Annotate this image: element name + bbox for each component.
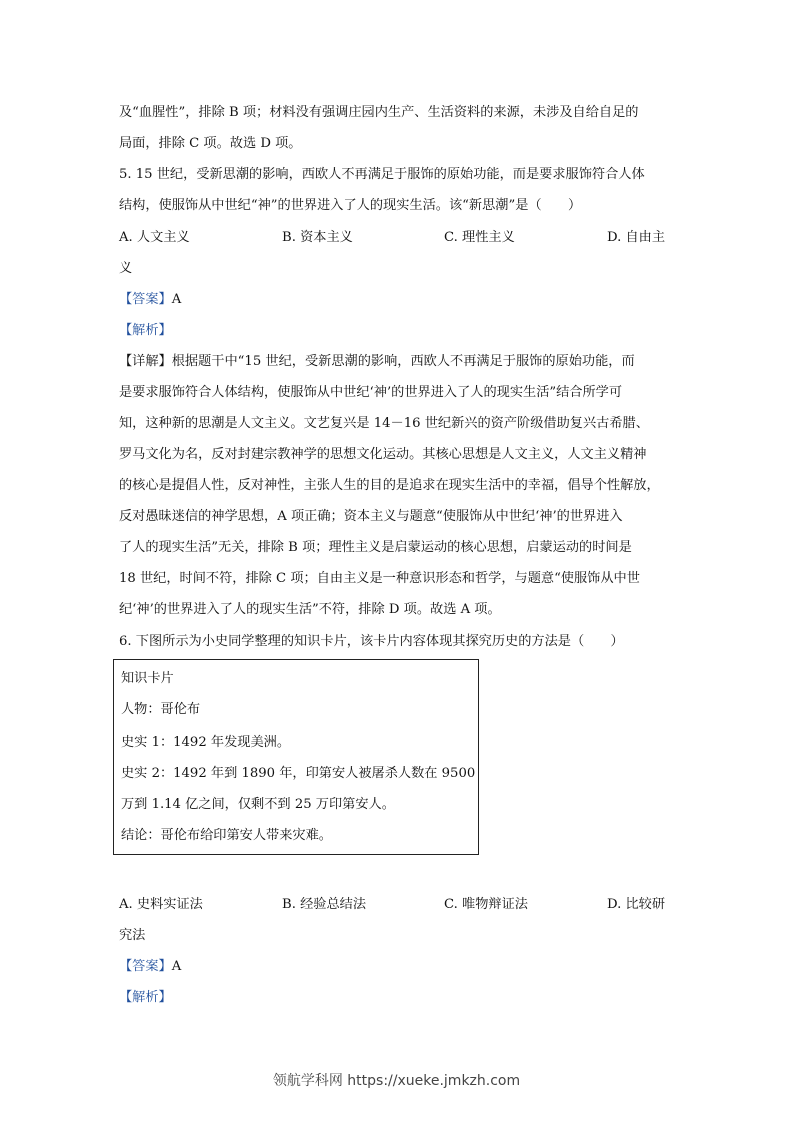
q5-option-c: C. 理性主义 <box>444 230 515 245</box>
q5-answer <box>119 290 181 310</box>
q5-detail-line: 了人的现实生活”无关，排除 B 项；理性主义是启蒙运动的核心思想，启蒙运动的时间是 <box>119 540 632 555</box>
card-title: 知识卡片 <box>121 671 174 686</box>
q5-option-wrap: 义 <box>119 261 133 276</box>
q5-detail-line: 是要求服饰符合人体结构，使服饰从中世纪‘神’的世界进入了人的现实生活”结合所学可 <box>119 385 623 400</box>
q5-option-b: B. 资本主义 <box>282 230 353 245</box>
q5-option-d: D. 自由主 <box>607 230 666 245</box>
card-line: 史实 1：1492 年发现美洲。 <box>121 735 291 750</box>
q6-option-c: C. 唯物辩证法 <box>444 897 528 912</box>
q6-answer <box>119 957 181 977</box>
q5-analysis-heading <box>119 321 172 341</box>
q5-option-a: A. 人文主义 <box>119 230 190 245</box>
question-5-stem: 5. 15 世纪，受新思潮的影响，西欧人不再满足于服饰的原始功能，而是要求服饰符合人体 <box>119 167 645 182</box>
q5-detail-line: 反对愚昧迷信的神学思想，A 项正确；资本主义与题意“使服饰从中世纪‘神’的世界进入 <box>119 509 623 524</box>
q6-option-d: D. 比较研 <box>607 897 666 912</box>
q5-detail-line <box>119 352 635 372</box>
question-5-stem: 结构，使服饰从中世纪“神”的世界进入了人的现实生活。该“新思潮”是（ ） <box>119 198 582 213</box>
q6-option-wrap: 究法 <box>119 928 146 943</box>
q6-analysis-heading <box>119 988 172 1008</box>
knowledge-card <box>113 659 479 855</box>
page-footer: 领航学科网 https://xueke.jmkzh.com <box>272 1073 521 1089</box>
q5-detail-line: 18 世纪，时间不符，排除 C 项；自由主义是一种意识形态和哲学，与题意“使服饰从中世 <box>119 571 640 586</box>
answer-value: A <box>171 959 182 974</box>
card-line: 人物：哥伦布 <box>121 702 201 717</box>
card-line: 结论：哥伦布给印第安人带来灾难。 <box>121 828 332 843</box>
question-6-stem: 6. 下图所示为小史同学整理的知识卡片，该卡片内容体现其探究历史的方法是（ ） <box>119 634 624 649</box>
answer-tag: 【答案】 <box>119 292 172 307</box>
q6-option-a: A. 史料实证法 <box>119 897 203 912</box>
analysis-tag: 【解析】 <box>119 323 172 338</box>
detail-text: 根据题干中“15 世纪，受新思潮的影响，西欧人不再满足于服饰的原始功能，而 <box>171 354 635 369</box>
card-line: 史实 2：1492 年到 1890 年，印第安人被屠杀人数在 9500 <box>121 766 476 781</box>
q5-detail-line: 知，这种新的思潮是人文主义。文艺复兴是 14－16 世纪新兴的资产阶级借助复兴古希腊、 <box>119 416 649 431</box>
q5-detail-line: 罗马文化为名，反对封建宗教神学的思想文化运动。其核心思想是人文主义，人文主义精神 <box>119 447 647 462</box>
q5-detail-line: 纪‘神’的世界进入了人的现实生活”不符，排除 D 项。故选 A 项。 <box>119 602 501 617</box>
text-line: 及“血腥性”，排除 B 项；材料没有强调庄园内生产、生活资料的来源，未涉及自给自足的 <box>119 105 639 120</box>
q5-detail-line: 的核心是提倡人性，反对神性，主张人生的目的是追求在现实生活中的幸福，倡导个性解放， <box>119 478 660 493</box>
card-line: 万到 1.14 亿之间，仅剩不到 25 万印第安人。 <box>121 797 395 812</box>
q6-option-b: B. 经验总结法 <box>282 897 367 912</box>
analysis-tag: 【解析】 <box>119 990 172 1005</box>
answer-tag: 【答案】 <box>119 959 172 974</box>
answer-value: A <box>171 292 182 307</box>
text-line: 局面，排除 C 项。故选 D 项。 <box>119 136 302 151</box>
detail-tag: 【详解】 <box>119 354 172 369</box>
